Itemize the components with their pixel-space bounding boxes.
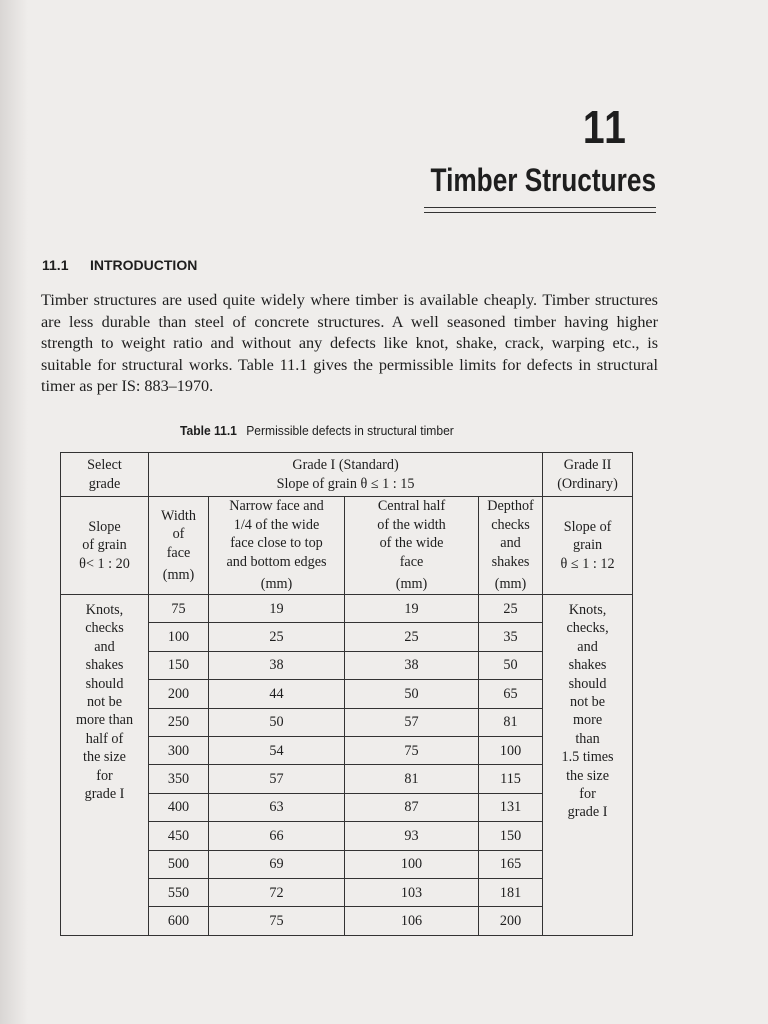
- narrow-face-cell: 54: [209, 737, 345, 765]
- note-text-line: shakes: [568, 657, 607, 674]
- depth-cell: 181: [479, 879, 543, 907]
- note-text-line: should: [568, 675, 607, 692]
- depth-of-checks-header: [479, 497, 543, 595]
- narrow-face-cell: 63: [209, 793, 345, 821]
- header-text-line: of the wide: [379, 535, 444, 552]
- unit-label: (mm): [494, 576, 527, 593]
- header-text-line: grade: [88, 475, 121, 492]
- slope-of-grain-right-header: [543, 497, 633, 595]
- header-text-line: of: [172, 526, 185, 543]
- chapter-number: 11: [583, 101, 628, 153]
- header-text-line: θ< 1 : 20: [79, 555, 130, 572]
- width-cell: 150: [149, 651, 209, 679]
- header-text-line: checks: [491, 516, 530, 533]
- select-grade-header: [61, 453, 149, 497]
- header-text-line: of grain: [82, 537, 127, 554]
- note-text-line: should: [85, 675, 124, 692]
- width-cell: 550: [149, 879, 209, 907]
- depth-cell: 165: [479, 850, 543, 878]
- width-cell: 500: [149, 850, 209, 878]
- table-caption-text: Permissible defects in structural timber: [246, 423, 454, 438]
- header-text-line: Narrow face and: [229, 498, 324, 515]
- note-text-line: shakes: [85, 657, 124, 674]
- header-text-line: Width: [161, 507, 196, 524]
- central-half-cell: 93: [345, 822, 479, 850]
- note-text-line: grade I: [567, 804, 608, 821]
- depth-cell: 100: [479, 737, 543, 765]
- title-rule-bottom: [424, 212, 656, 213]
- unit-label: (mm): [162, 566, 195, 583]
- header-row-columns: [61, 497, 633, 595]
- depth-cell: 150: [479, 822, 543, 850]
- narrow-face-cell: 44: [209, 680, 345, 708]
- header-text-line: θ ≤ 1 : 12: [560, 555, 615, 572]
- note-text-line: checks: [85, 620, 124, 637]
- central-half-cell: 19: [345, 595, 479, 623]
- note-text-line: half of: [85, 730, 124, 747]
- header-text-line: Depthof: [487, 498, 534, 515]
- depth-cell: 81: [479, 708, 543, 736]
- note-text-line: for: [579, 786, 596, 803]
- depth-cell: 25: [479, 595, 543, 623]
- grade-1-header: [149, 453, 543, 497]
- width-cell: 450: [149, 822, 209, 850]
- width-cell: 200: [149, 680, 209, 708]
- narrow-face-cell: 57: [209, 765, 345, 793]
- central-half-cell: 87: [345, 793, 479, 821]
- central-half-cell: 57: [345, 708, 479, 736]
- header-text-line: and bottom edges: [226, 553, 327, 570]
- width-cell: 300: [149, 737, 209, 765]
- narrow-face-cell: 25: [209, 623, 345, 651]
- width-cell: 400: [149, 793, 209, 821]
- slope-of-grain-left-header: [61, 497, 149, 595]
- note-text-line: not be: [86, 694, 123, 711]
- depth-cell: 65: [479, 680, 543, 708]
- note-text-line: for: [96, 767, 113, 784]
- header-text-line: Select: [87, 457, 122, 474]
- depth-cell: 50: [479, 651, 543, 679]
- narrow-face-header: [209, 497, 345, 595]
- note-text-line: and: [94, 638, 115, 655]
- note-text-line: not be: [570, 694, 606, 711]
- header-text-line: grain: [572, 537, 603, 554]
- narrow-face-cell: 19: [209, 595, 345, 623]
- header-text-line: (Ordinary): [557, 475, 618, 492]
- width-of-face-header: [149, 497, 209, 595]
- unit-label: (mm): [395, 576, 428, 593]
- width-cell: 350: [149, 765, 209, 793]
- central-half-cell: 50: [345, 680, 479, 708]
- note-text-line: than: [575, 730, 600, 747]
- central-half-header: [345, 497, 479, 595]
- central-half-cell: 25: [345, 623, 479, 651]
- narrow-face-cell: 38: [209, 651, 345, 679]
- header-text-line: and: [500, 535, 521, 552]
- page-edge-shadow: [0, 0, 28, 1024]
- header-text-line: Grade II: [563, 457, 612, 474]
- depth-cell: 35: [479, 623, 543, 651]
- section-number: 11.1: [42, 257, 69, 273]
- header-text-line: of the width: [377, 516, 446, 533]
- narrow-face-cell: 66: [209, 822, 345, 850]
- depth-cell: 200: [479, 907, 543, 936]
- header-text-line: face: [399, 553, 424, 570]
- header-text-line: 1/4 of the wide: [233, 516, 320, 533]
- note-text-line: and: [577, 638, 598, 655]
- intro-paragraph: Timber structures are used quite widely where timber is available cheaply. Timber structures are less durable than steel of concrete structures. A well seasoned timber having higher strength to weight ratio and without any defects like knot, shake, crack, warping etc., is suitable for structural works. Table 11.1 gives the permissible limits for defects in structural timer as per IS: 883–1970.: [41, 291, 658, 395]
- header-text-line: shakes: [491, 553, 530, 570]
- central-half-cell: 38: [345, 651, 479, 679]
- table-caption: [180, 423, 454, 438]
- note-text-line: more: [572, 712, 603, 729]
- central-half-cell: 81: [345, 765, 479, 793]
- left-limit-note: [61, 595, 149, 936]
- depth-cell: 115: [479, 765, 543, 793]
- central-half-cell: 100: [345, 850, 479, 878]
- grade-2-header: [543, 453, 633, 497]
- note-text-line: 1.5 times: [561, 749, 614, 766]
- note-text-line: the size: [566, 767, 610, 784]
- note-text-line: Knots,: [85, 602, 124, 618]
- right-limit-note: [543, 595, 633, 936]
- title-rule-top: [424, 207, 656, 208]
- header-row-grades: [61, 453, 633, 497]
- header-text-line: face: [166, 544, 191, 561]
- note-text-line: the size: [83, 749, 126, 766]
- note-text-line: checks,: [566, 620, 609, 637]
- section-heading: [42, 257, 197, 273]
- width-cell: 600: [149, 907, 209, 936]
- note-text-line: Knots,: [568, 602, 607, 618]
- unit-label: (mm): [260, 576, 293, 593]
- table-caption-label: Table 11.1: [180, 423, 237, 438]
- width-cell: 250: [149, 708, 209, 736]
- table-row: [61, 595, 633, 623]
- width-cell: 100: [149, 623, 209, 651]
- width-cell: 75: [149, 595, 209, 623]
- narrow-face-cell: 72: [209, 879, 345, 907]
- header-text-line: Slope of: [563, 518, 612, 535]
- narrow-face-cell: 69: [209, 850, 345, 878]
- narrow-face-cell: 50: [209, 708, 345, 736]
- depth-cell: 131: [479, 793, 543, 821]
- note-text-line: grade I: [84, 786, 125, 803]
- header-text-line: Slope of grain θ ≤ 1 : 15: [276, 475, 415, 492]
- central-half-cell: 103: [345, 879, 479, 907]
- note-text-line: more than: [75, 712, 134, 729]
- header-text-line: Grade I (Standard): [292, 457, 399, 474]
- central-half-cell: 106: [345, 907, 479, 936]
- narrow-face-cell: 75: [209, 907, 345, 936]
- header-text-line: Central half: [377, 498, 446, 515]
- chapter-title: Timber Structures: [430, 162, 656, 198]
- header-text-line: Slope: [88, 518, 121, 535]
- section-title: INTRODUCTION: [90, 257, 198, 273]
- central-half-cell: 75: [345, 737, 479, 765]
- header-text-line: face close to top: [230, 535, 323, 552]
- defects-table: [60, 452, 633, 936]
